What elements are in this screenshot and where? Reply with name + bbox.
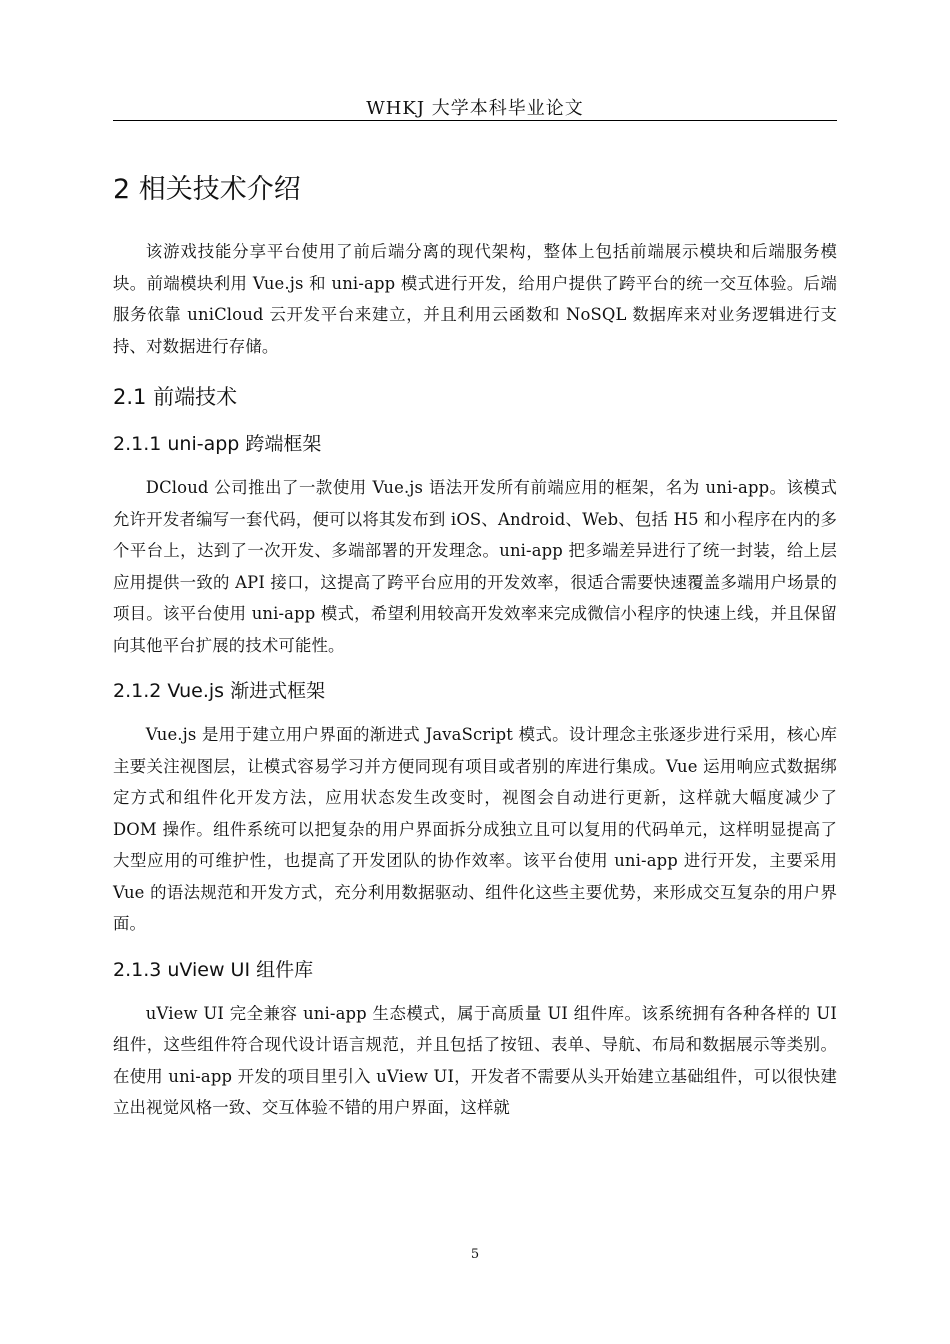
page-number: 5 bbox=[470, 1247, 480, 1262]
subsection-body-2-1-2: Vue.js 是用于建立用户界面的渐进式 JavaScript 模式。设计理念主张逐步进行采用，核心库主要关注视图层，让模式容易学习并方便同现有项目或者别的库进行集成。Vue 运用响应式数据绑定方式和组件化开发方法，应用状态发生改变时，视图会自动进行更新，这样就大幅度减少了 DOM 操作。组件系统可以把复杂的用户界面拆分成独立且可以复用的代码单元，这样明显提高了大型应用的可维护性，也提高了开发团队的协作效率。该平台使用 uni-app 进行开发，主要采用 Vue 的语法规范和开发方式，充分利用数据驱动、组件化这些主要优势，来形成交互复杂的用户界面。 bbox=[113, 725, 837, 933]
header-rule bbox=[113, 120, 837, 121]
page-content bbox=[113, 168, 837, 1124]
chapter-heading: 2 相关技术介绍 bbox=[113, 174, 301, 205]
subsection-body-2-1-1: DCloud 公司推出了一款使用 Vue.js 语法开发所有前端应用的框架，名为 uni-app。该模式允许开发者编写一套代码，便可以将其发布到 iOS、Android、Web、包括 H5 和小程序在内的多个平台上，达到了一次开发、多端部署的开发理念。uni-app 把多端差异进行了统一封装，给上层应用提供一致的 API 接口，这提高了跨平台应用的开发效率，很适合需要快速覆盖多端用户场景的项目。该平台使用 uni-app 模式，希望利用较高开发效率来完成微信小程序的快速上线，并且保留向其他平台扩展的技术可能性。 bbox=[113, 478, 837, 655]
subsection-heading-2-1-3: 2.1.3 uView UI 组件库 bbox=[113, 958, 314, 981]
intro-paragraph: 该游戏技能分享平台使用了前后端分离的现代架构，整体上包括前端展示模块和后端服务模块。前端模块利用 Vue.js 和 uni-app 模式进行开发，给用户提供了跨平台的统一交互体验。后端服务依靠 uniCloud 云开发平台来建立，并且利用云函数和 NoSQL 数据库来对业务逻辑进行支持、对数据进行存储。 bbox=[113, 242, 837, 356]
subsection-body-2-1-3: uView UI 完全兼容 uni-app 生态模式，属于高质量 UI 组件库。该系统拥有各种各样的 UI 组件，这些组件符合现代设计语言规范，并且包括了按钮、表单、导航、布局和数据展示等类别。在使用 uni-app 开发的项目里引入 uView UI，开发者不需要从头开始建立基础组件，可以很快建立出视觉风格一致、交互体验不错的用户界面，这样就 bbox=[113, 1003, 837, 1117]
section-heading-2-1: 2.1 前端技术 bbox=[113, 385, 238, 409]
running-header: WHKJ 大学本科毕业论文 bbox=[366, 98, 584, 119]
subsection-heading-2-1-1: 2.1.1 uni-app 跨端框架 bbox=[113, 433, 322, 455]
subsection-heading-2-1-2: 2.1.2 Vue.js 渐进式框架 bbox=[113, 680, 326, 702]
